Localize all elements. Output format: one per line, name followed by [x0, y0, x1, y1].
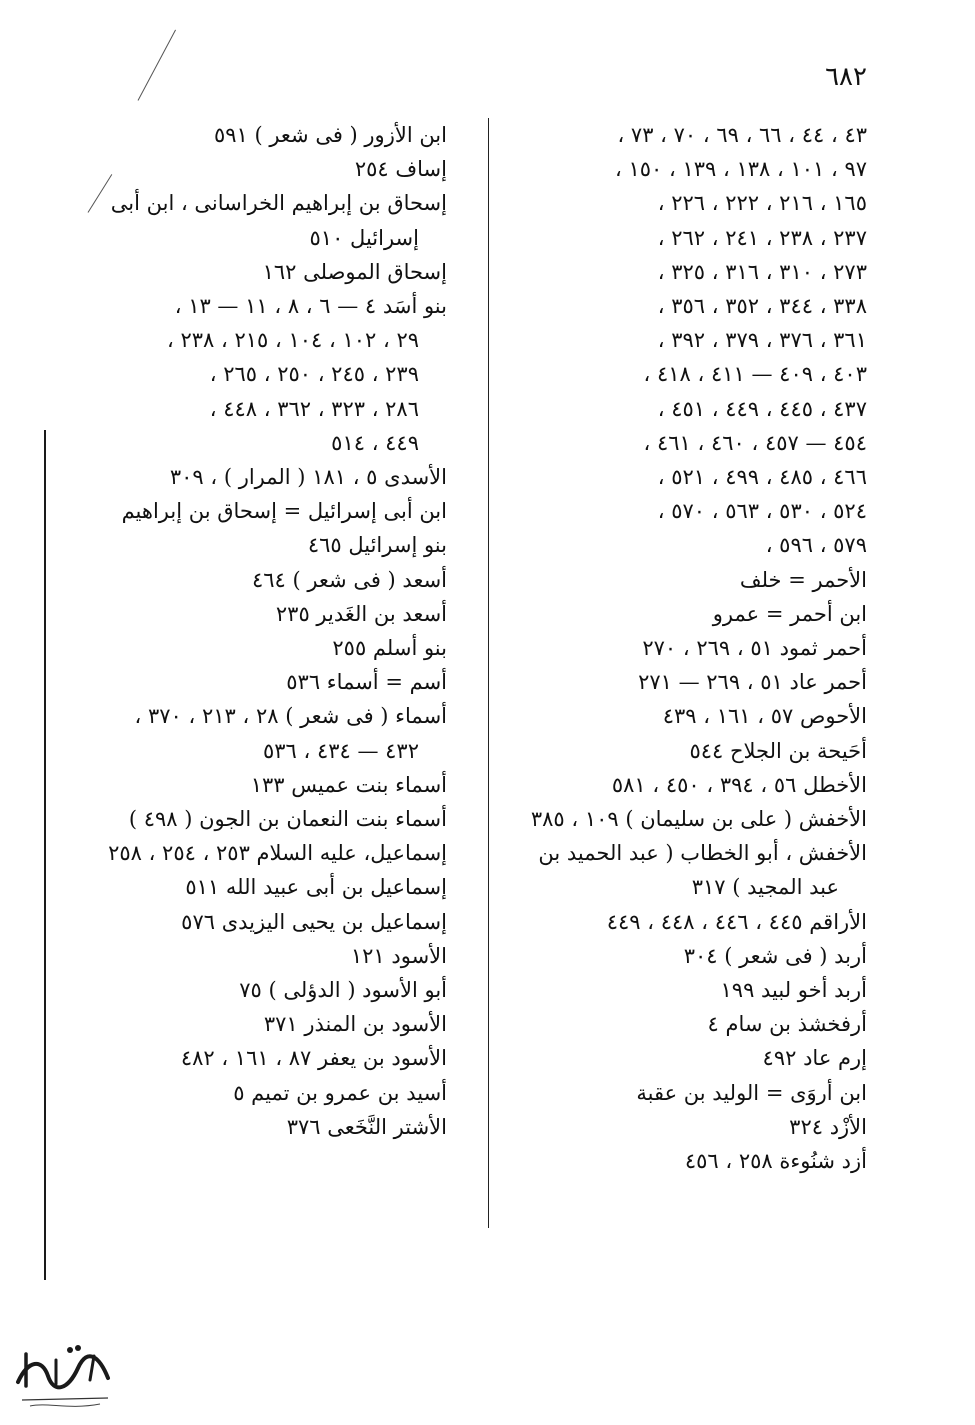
index-entry: أسعد بن الغَدير ٢٣٥	[275, 601, 447, 626]
index-entry: ٢٧٣ ، ٣١٠ ، ٣١٦ ، ٣٢٥ ،	[657, 259, 867, 284]
index-entry: ٤٥٤ — ٤٥٧ ، ٤٦٠ ، ٤٦١ ،	[643, 430, 867, 455]
index-entry-continuation: ٢٣٩ ، ٢٤٥ ، ٢٥٠ ، ٢٦٥ ،	[209, 362, 419, 387]
index-entry: ٥٢٤ ، ٥٣٠ ، ٥٦٣ ، ٥٧٠ ،	[657, 499, 867, 524]
margin-rule	[44, 430, 46, 1280]
index-entry: أربد أخو لبيد ١٩٩	[720, 978, 867, 1003]
index-entry: أحَيحة بن الجلاح ٥٤٤	[689, 738, 867, 763]
index-entry: ٥٧٩ ، ٥٩٦ ،	[765, 533, 867, 558]
index-entry: ٩٧ ، ١٠١ ، ١٣٨ ، ١٣٩ ، ١٥٠ ،	[615, 157, 867, 182]
index-entry: ٣٣٨ ، ٣٤٤ ، ٣٥٢ ، ٣٥٦ ،	[657, 294, 867, 319]
index-entry-continuation: ٢٩ ، ١٠٢ ، ١٠٤ ، ٢١٥ ، ٢٣٨ ،	[167, 328, 419, 353]
index-entry: أحمر ثمود ٥١ ، ٢٦٩ ، ٢٧٠	[642, 636, 867, 661]
index-entry: ابن أبى إسرائيل = إسحاق بن إبراهيم	[121, 499, 447, 524]
index-entry-continuation: ٤٤٩ ، ٥١٤	[331, 430, 419, 455]
index-entry: ٣٦١ ، ٣٧٦ ، ٣٧٩ ، ٣٩٢ ،	[657, 328, 867, 353]
index-entry: بنو أسَد ٤ — ٦ ، ٨ ، ١١ — ١٣ ،	[174, 294, 447, 319]
index-entry: الأشتر النَّخَعى ٣٧٦	[286, 1114, 447, 1139]
index-entry: أسم = أسماء ٥٣٦	[286, 670, 447, 695]
index-entry: الأحمر = خلف	[739, 567, 867, 592]
index-entry-continuation: عبد المجيد ) ٣١٧	[691, 875, 839, 900]
index-entry: الأسود بن يعفر ٨٧ ، ١٦١ ، ٤٨٢	[180, 1046, 447, 1071]
index-entry: أبو الأسود ( الدؤلى ) ٧٥	[239, 978, 447, 1003]
index-entry: أسماء بنت النعمان بن الجون ( ٤٩٨ )	[128, 807, 447, 832]
index-entry: الأسدى ٥ ، ١٨١ ( المرار ) ، ٣٠٩	[169, 465, 447, 490]
index-column-right	[497, 118, 867, 1178]
index-entry: أسيد بن عمرو بن تميم ٥	[233, 1080, 447, 1105]
index-entry: ٤٣٧ ، ٤٤٥ ، ٤٤٩ ، ٤٥١ ،	[657, 396, 867, 421]
index-entry: ٤٦٦ ، ٤٨٥ ، ٤٩٩ ، ٥٢١ ،	[657, 465, 867, 490]
index-column-left	[75, 118, 447, 1144]
index-entry: الأخفش ( على بن سليمان ) ١٠٩ ، ٣٨٥	[530, 807, 867, 832]
index-entry: ابن أحمر = عمرو	[712, 601, 867, 626]
index-entry: ابن أروَى = الوليد بن عقبة	[636, 1080, 867, 1105]
index-entry-continuation: ٢٨٦ ، ٣٢٣ ، ٣٦٢ ، ٤٤٨ ،	[209, 396, 419, 421]
index-entry: إسماعيل بن يحيى اليزيدى ٥٧٦	[181, 909, 447, 934]
index-entry: إسماعيل بن أبى عبيد الله ٥١١	[185, 875, 447, 900]
index-entry: الأراقم ٤٤٥ ، ٤٤٦ ، ٤٤٨ ، ٤٤٩	[606, 909, 867, 934]
index-entry: أسماء بنت عميس ١٣٣	[250, 772, 447, 797]
index-entry: إسحاق بن إبراهيم الخراسانى ، ابن أبى	[110, 191, 447, 216]
index-entry: بنو أسلم ٢٥٥	[332, 636, 447, 661]
index-entry: إسماعيل، عليه السلام ٢٥٣ ، ٢٥٤ ، ٢٥٨	[108, 841, 447, 866]
index-entry: أسعد ( فى شعر ) ٤٦٤	[251, 567, 447, 592]
index-entry: بنو إسرائيل ٤٦٥	[307, 533, 447, 558]
library-stamp-logo	[8, 1320, 118, 1415]
index-entry: أربد ( فى شعر ) ٣٠٤	[683, 943, 867, 968]
index-entry-continuation: ٤٣٢ — ٤٣٤ ، ٥٣٦	[262, 738, 419, 763]
index-entry: ابن الأزور ( فى شعر ) ٥٩١	[213, 123, 447, 147]
index-entry: الأحوص ٥٧ ، ١٦١ ، ٤٣٩	[662, 704, 867, 729]
column-divider	[488, 118, 489, 1228]
index-entry: الأخفش ، أبو الخطاب ( عبد الحميد بن	[538, 841, 867, 866]
index-entry: الأسود ١٢١	[350, 943, 447, 968]
index-entry: إساف ٢٥٤	[354, 157, 447, 182]
index-entry-continuation: إسرائيل ٥١٠	[309, 225, 419, 250]
index-entry: أسماء ( فى شعر ) ٢٨ ، ٢١٣ ، ٣٧٠ ،	[134, 704, 447, 729]
index-entry: ٢٣٧ ، ٢٣٨ ، ٢٤١ ، ٢٦٢ ،	[657, 225, 867, 250]
index-entry: ٤٣ ، ٤٤ ، ٦٦ ، ٦٩ ، ٧٠ ، ٧٣ ،	[617, 123, 867, 147]
pencil-mark	[138, 30, 176, 101]
index-entry: إسحاق الموصلى ١٦٢	[262, 259, 447, 284]
index-entry: ٤٠٣ ، ٤٠٩ — ٤١١ ، ٤١٨ ،	[643, 362, 867, 387]
index-entry: الأسود بن المنذر ٣٧١	[263, 1012, 447, 1037]
index-entry: الأخطل ٥٦ ، ٣٩٤ ، ٤٥٠ ، ٥٨١	[611, 772, 867, 797]
page-number: ٦٨٢	[825, 62, 867, 92]
index-entry: ١٦٥ ، ٢١٦ ، ٢٢٢ ، ٢٢٦ ،	[657, 191, 867, 216]
index-entry: أحمر عاد ٥١ ، ٢٦٩ — ٢٧١	[638, 670, 867, 695]
index-entry: أرفخشذ بن سام ٤	[707, 1012, 867, 1037]
index-entry: الأزْد ٣٢٤	[789, 1114, 867, 1139]
index-entry: إرم عاد ٤٩٢	[762, 1046, 867, 1071]
index-entry: أزد شنُوءة ٢٥٨ ، ٤٥٦	[684, 1149, 867, 1174]
